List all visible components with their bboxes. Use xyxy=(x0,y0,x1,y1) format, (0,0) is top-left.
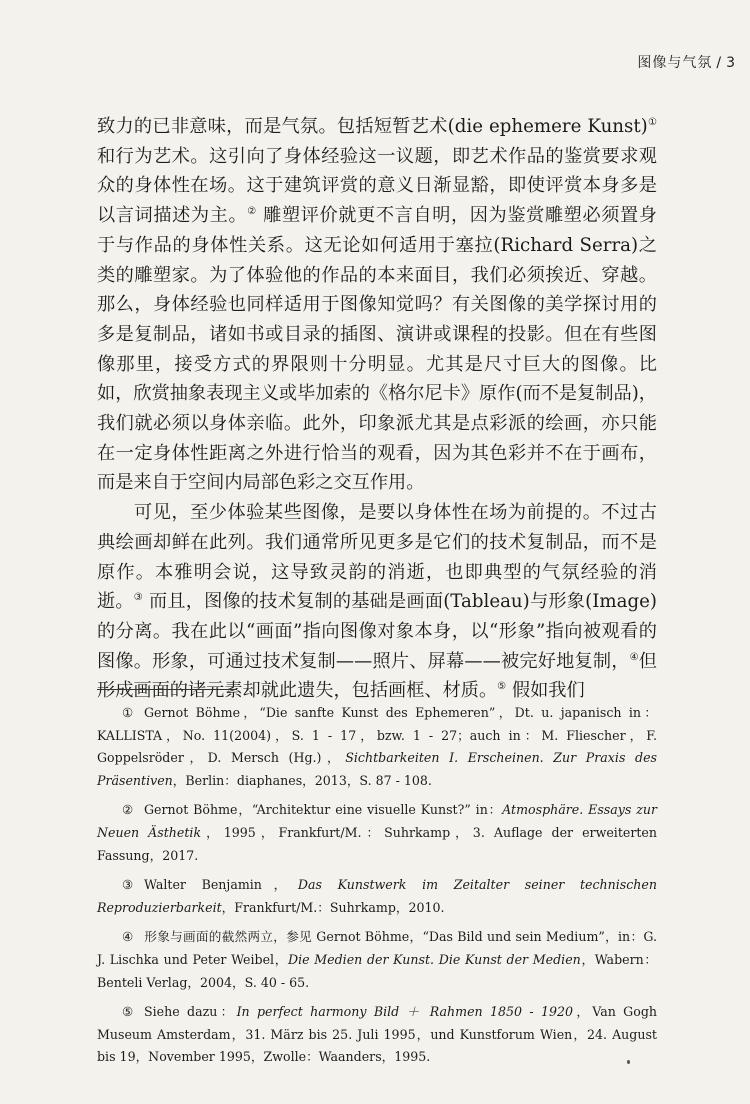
paragraph-2-text-d: 假如我们 xyxy=(506,680,585,702)
footnote-title: In perfect harmony Bild ＋ Rahmen 1850 - 1920 xyxy=(236,1004,574,1020)
ink-speck xyxy=(627,1060,630,1064)
paragraph-1-text-c: 雕塑评价就更不言自明，因为鉴赏雕塑必须置身于与作品的身体性关系。这无论如何适用于塞拉(Richard Serra)之类的雕塑家。为了体验他的作品的本来面目，我们必须挨近、穿越。那么，身体经验也同样适用于图像知觉吗？有关图像的美学探讨用的多是复制品，诸如书或目录的插图、演讲或课程的投影。但在有些图像那里，接受方式的界限则十分明显。尤其是尺寸巨大的图像。比如，欣赏抽象表现主义或毕加索的《格尔尼卡》原作(而不是复制品)，我们就必须以身体亲临。此外，印象派尤其是点彩派的绘画，亦只能在一定身体性距离之外进行恰当的观看，因为其色彩并不在于画布，而是来自于空间内局部色彩之交互作用。 xyxy=(97,205,657,494)
footnote-title: Das Kunstwerk im Zeitalter seiner technischen Reproduzierbarkeit xyxy=(97,877,657,915)
footnote-4 xyxy=(97,926,657,994)
footnote-number: ③ xyxy=(122,877,134,893)
footnote-title: Sichtbarkeiten I. Erscheinen. Zur Praxis des Präsentiven xyxy=(97,750,658,788)
main-text xyxy=(97,112,657,706)
paragraph-1-text-b: 和行为艺术。这引向了身体经验这一议题，即艺术作品的鉴赏要求观众的身体性在场。这于建筑评赏的意义日渐显豁，即使评赏本身多是以言词描述为主。 xyxy=(97,145,657,227)
footnote-text: Siehe dazu： xyxy=(144,1004,237,1020)
footnote-5 xyxy=(97,1001,657,1069)
footnote-text: ，Berlin：diaphanes，2013，S. 87 - 108. xyxy=(172,772,432,788)
footnote-ref-5[interactable]: ⑤ xyxy=(497,681,507,693)
footnote-number: ④ xyxy=(122,929,134,945)
paragraph-2-text-a: 可见，至少体验某些图像，是要以身体性在场为前提的。不过古典绘画却鲜在此列。我们通常所见更多是它们的技术复制品，而不是原作。本雅明会说，这导致灵韵的消逝，也即典型的气氛经验的消逝。 xyxy=(97,502,657,613)
footnote-3 xyxy=(97,874,657,919)
footnote-2 xyxy=(97,799,657,867)
footnote-1 xyxy=(97,702,657,792)
footnotes xyxy=(97,702,657,1076)
paragraph-2-text-c: 但形成画面的诸元素却就此遗失，包括画框、材质。 xyxy=(97,650,657,702)
footnote-text: Gernot Böhme，“Die sanfte Kunst des Ephemeren”，Dt. u. japanisch in：KALLISTA，No. 11(2004)，S. 1 - 17，bzw. 1 - 27；auch in：M. Fliescher，F. Goppelsröder，D. Mersch (Hg.)， xyxy=(97,705,657,766)
footnote-divider xyxy=(97,689,237,690)
paragraph-1-text-a: 致力的已非意味，而是气氛。包括短暂艺术(die ephemere Kunst) xyxy=(97,116,648,137)
footnote-ref-4[interactable]: ④ xyxy=(629,651,639,663)
footnote-ref-1[interactable]: ① xyxy=(647,117,657,128)
page-number: 3 xyxy=(726,55,736,71)
footnote-title: Die Medien der Kunst. Die Kunst der Medien xyxy=(288,951,581,967)
footnote-text: ，Wabern：Benteli Verlag，2004，S. 40 - 65. xyxy=(97,951,657,990)
footnote-number: ⑤ xyxy=(122,1004,134,1020)
footnote-number: ① xyxy=(122,705,134,720)
paragraph-2-text-b: 而且，图像的技术复制的基础是画面(Tableau)与形象(Image)的分离。我在此以“画面”指向图像对象本身，以“形象”指向被观看的图像。形象，可通过技术复制——照片、屏幕——被完好地复制， xyxy=(97,591,657,672)
footnote-ref-2[interactable]: ② xyxy=(247,206,257,218)
footnote-title: Atmosphäre. Essays zur Neuen Ästhetik xyxy=(97,802,657,840)
footnote-text: ，1995，Frankfurt/M.：Suhrkamp，3. Auflage der erweiterten Fassung，2017. xyxy=(97,824,657,863)
footnote-text: Gernot Böhme，“Architektur eine visuelle Kunst?” in： xyxy=(144,802,503,818)
footnote-text: ，Frankfurt/M.：Suhrkamp，2010. xyxy=(221,899,445,915)
footnote-number: ② xyxy=(122,802,134,818)
paragraph-1 xyxy=(97,112,657,498)
header-separator: / xyxy=(716,55,723,71)
footnote-text: ，Van Gogh Museum Amsterdam，31. März bis 25. Juli 1995，und Kunstforum Wien，24. August bis 19，November 1995，Zwolle：Waanders，1995. xyxy=(97,1004,657,1065)
footnote-ref-3[interactable]: ③ xyxy=(133,592,143,604)
footnote-text: Walter Benjamin， xyxy=(144,877,298,893)
footnote-text: 形象与画面的截然两立，参见 Gernot Böhme，“Das Bild und sein Medium”，in：G. J. Lischka und Peter Weibel， xyxy=(97,929,657,967)
paragraph-2 xyxy=(97,498,657,706)
header-title: 图像与气氛 xyxy=(637,55,713,71)
running-header xyxy=(637,52,736,72)
